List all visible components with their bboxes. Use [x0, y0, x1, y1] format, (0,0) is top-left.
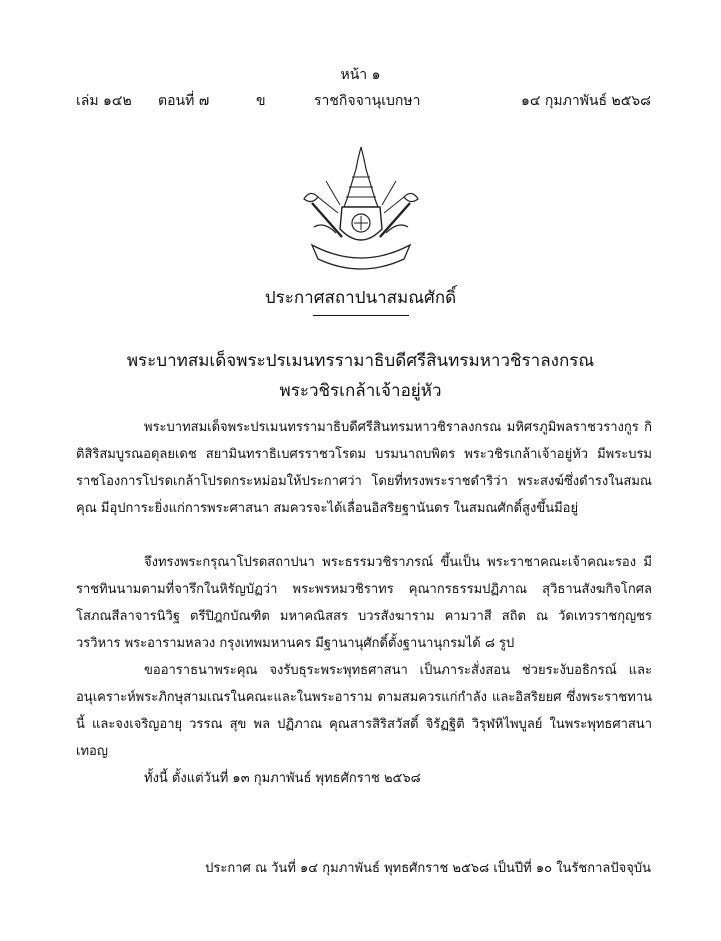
subject-line-1: พระบาทสมเด็จพระปรเมนทรรามาธิบดีศรีสินทรมหาวชิราลงกรณ [126, 351, 595, 371]
signoff-line: ประกาศ ณ วันที่ ๑๔ กุมภาพันธ์ พุทธศักราช ๒๕๖๘ เป็นปีที่ ๑๐ ในรัชกาลปัจจุบัน [205, 861, 651, 876]
paragraph-1-text: พระบาทสมเด็จพระปรเมนทรรามาธิบดีศรีสินทรมหาวชิราลงกรณ มหิศรภูมิพลราชวรางกูร กิติสิริสมบูรณอดุลยเดช สยามินทราธิเบศรราชวโรดม บรมนาถบพิตร พระวชิรเกล้าเจ้าอยู่หัว มีพระบรมราชโองการโปรดเกล้าโปรดกระหม่อมให้ประกาศว่า โดยที่ทรงพระราชดำริว่า พระสงฆ์ซึ่งดำรงในสมณคุณ มีอุปการะยิ่งแก่การพระศาสนา สมควรจะได้เลื่อนอิสริยฐานันดร ในสมณศักดิ์สูงขึ้นมีอยู่ [76, 420, 652, 516]
part-label: ข [256, 93, 266, 109]
section-label: ตอนที่ ๗ [158, 93, 210, 109]
paragraph-2 [76, 549, 652, 657]
gazette-date: ๑๔ กุมภาพันธ์ ๒๕๖๘ [520, 93, 651, 109]
paragraph-3-text: ขออาราธนาพระคุณ จงรับธุระพระพุทธศาสนา เป็นภาระสั่งสอน ช่วยระงับอธิกรณ์ และอนุเคราะห์พระภิกษุสามเณรในคณะและในพระอาราม ตามสมควรแก่กำลัง และอิสริยยศ ซึ่งพระราชทานนี้ และจงเจริญอายุ วรรณ สุข พล ปฏิภาณ คุณสารสิริสวัสดิ์ จิรัฏฐิติ วิรุฬหิไพบูลย์ ในพระพุทธศาสนาเทอญ [76, 663, 652, 759]
paragraph-1 [76, 414, 652, 522]
volume-label: เล่ม ๑๔๒ [76, 93, 132, 109]
gazette-name: ราชกิจจานุเบกษา [314, 93, 421, 109]
title-divider [313, 315, 409, 316]
paragraph-2-text: จึงทรงพระกรุณาโปรดสถาปนา พระธรรมวชิราภรณ์ ขึ้นเป็น พระราชาคณะเจ้าคณะรอง มีราชทินนามตามที่จารึกในหิรัญบัฏว่า พระพรหมวชิราทร คุณากรธรรมปฏิภาณ สุวิธานสังฆกิจโกศล โสภณสีลาจารนิวิฐ ตรีปิฎกบัณฑิต มหาคณิสสร บวรสังฆาราม คามวาสี สถิต ณ วัดเทวราชกุญชร วรวิหาร พระอารามหลวง กรุงเทพมหานคร มีฐานานุศักดิ์ตั้งฐานานุกรมได้ ๘ รูป [76, 555, 652, 651]
announcement-title: ประกาศสถาปนาสมณศักดิ์ [264, 288, 457, 308]
paragraph-4 [76, 765, 652, 792]
subject-line-2: พระวชิรเกล้าเจ้าอยู่หัว [279, 381, 442, 401]
paragraph-4-text: ทั้งนี้ ตั้งแต่วันที่ ๑๓ กุมภาพันธ์ พุทธศักราช ๒๕๖๘ [144, 771, 421, 786]
page-number: หน้า ๑ [340, 67, 381, 83]
royal-emblem-icon [296, 145, 426, 275]
paragraph-3 [76, 657, 652, 765]
